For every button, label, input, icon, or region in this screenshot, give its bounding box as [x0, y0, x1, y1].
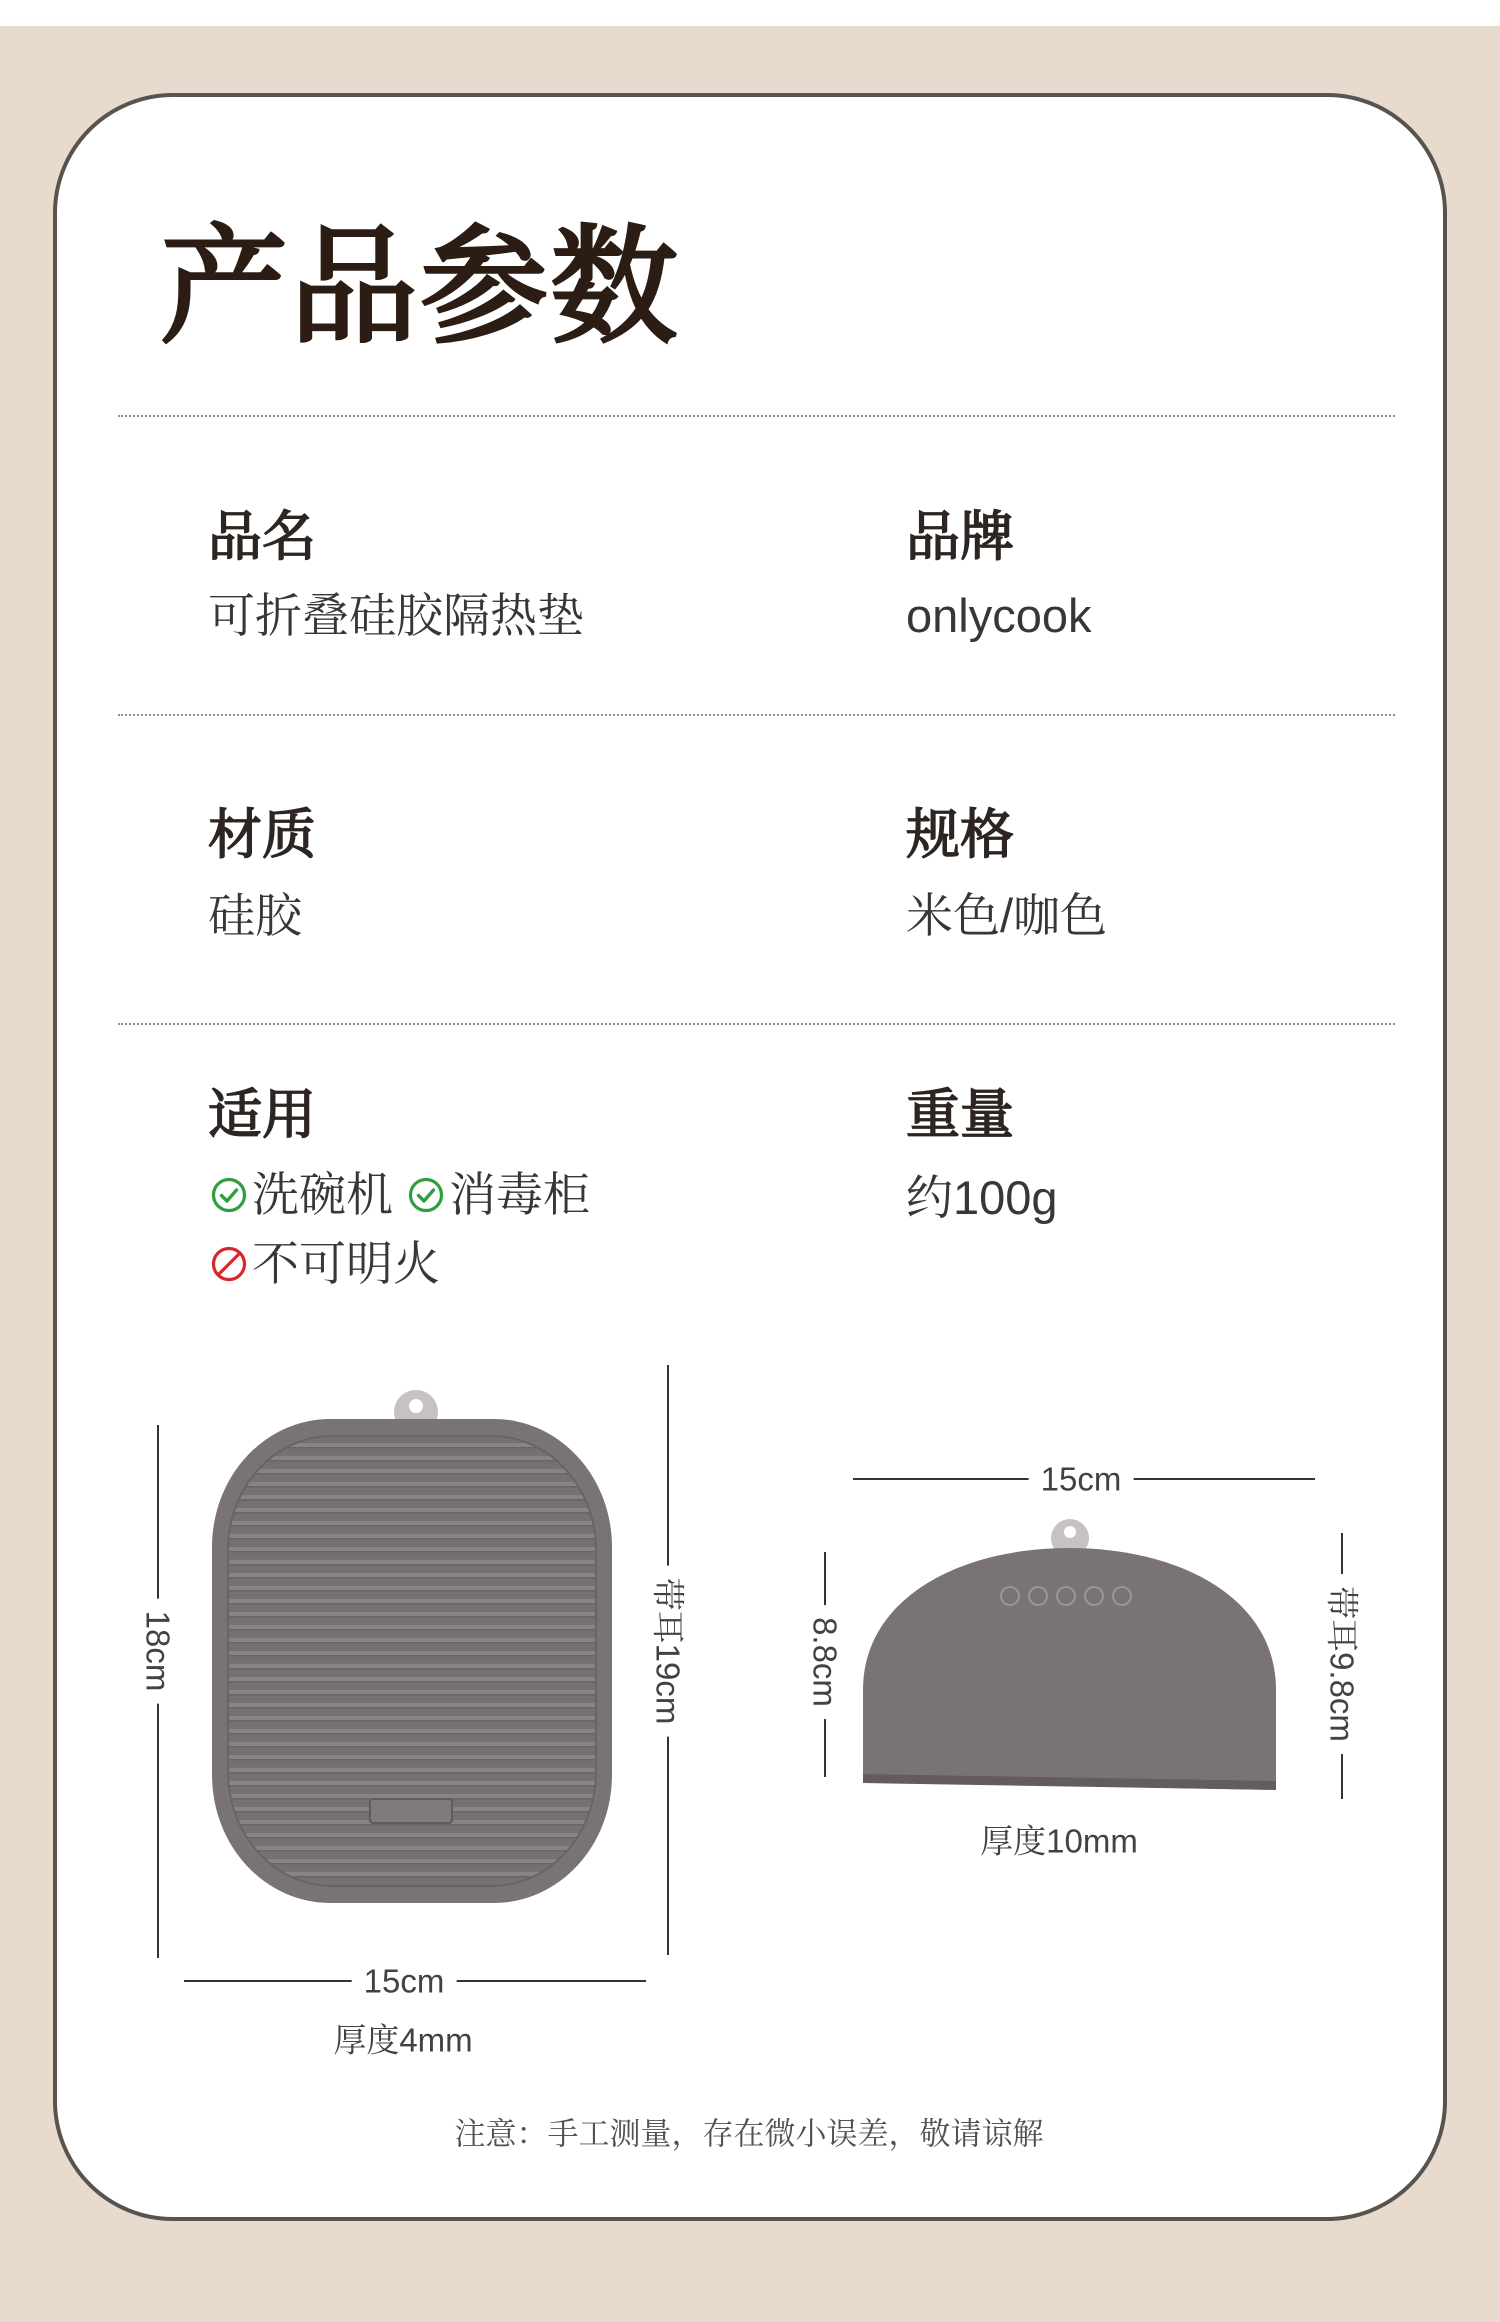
half-pad-height-label: 8.8cm: [809, 1605, 842, 1719]
divider-3: [118, 1023, 1395, 1025]
square-pad-loop-hole: [409, 1399, 423, 1413]
half-round-pad: [863, 1519, 1276, 1790]
usage-item-sterilizer: [407, 1168, 590, 1221]
half-round-pad-body: [863, 1548, 1276, 1790]
half-pad-width-label: 15cm: [1029, 1463, 1134, 1496]
prohibited-icon: [210, 1245, 248, 1283]
usage-line-prohibited: [210, 1237, 454, 1290]
half-pad-height-with-loop-label: 带耳9.8cm: [1326, 1574, 1359, 1754]
check-circle-icon: [407, 1176, 445, 1214]
square-pad: [212, 1390, 612, 1903]
square-pad-thickness-label: 厚度4mm: [321, 2024, 484, 2057]
spec-label-name: 品名: [208, 507, 316, 567]
usage-item-dishwasher: [210, 1168, 393, 1221]
usage-item-label: 不可明火: [252, 1237, 440, 1290]
spec-label-material: 材质: [208, 805, 316, 865]
usage-line-allowed: [210, 1168, 604, 1221]
spec-label-weight: 重量: [906, 1085, 1014, 1145]
spec-value-material: 硅胶: [208, 889, 302, 942]
usage-item-label: 消毒柜: [449, 1168, 590, 1221]
square-pad-height-with-loop-label: 带耳19cm: [652, 1566, 685, 1737]
spec-value-spec: 米色/咖色: [906, 889, 1108, 942]
spec-label-brand: 品牌: [906, 507, 1014, 567]
usage-item-label: 洗碗机: [252, 1168, 393, 1221]
spec-value-name: 可折叠硅胶隔热垫: [208, 589, 584, 642]
measurement-note: 注意：手工测量，存在微小误差，敬请谅解: [454, 2116, 1044, 2152]
spec-value-weight: 约100g: [906, 1171, 1058, 1224]
half-round-pad-loop-hole: [1064, 1526, 1076, 1538]
spec-label-usage: 适用: [208, 1085, 316, 1145]
spec-value-brand: onlycook: [906, 589, 1092, 642]
page-title: 产品参数: [160, 216, 681, 359]
check-circle-icon: [210, 1176, 248, 1214]
half-pad-thickness-label: 厚度10mm: [968, 1825, 1150, 1858]
square-pad-height-label: 18cm: [142, 1599, 175, 1704]
spec-label-spec: 规格: [906, 805, 1014, 865]
square-pad-width-label: 15cm: [352, 1965, 457, 1998]
divider-2: [118, 714, 1395, 716]
divider-1: [118, 415, 1395, 417]
square-pad-tab: [370, 1799, 452, 1823]
usage-item-open-flame: [210, 1237, 440, 1290]
